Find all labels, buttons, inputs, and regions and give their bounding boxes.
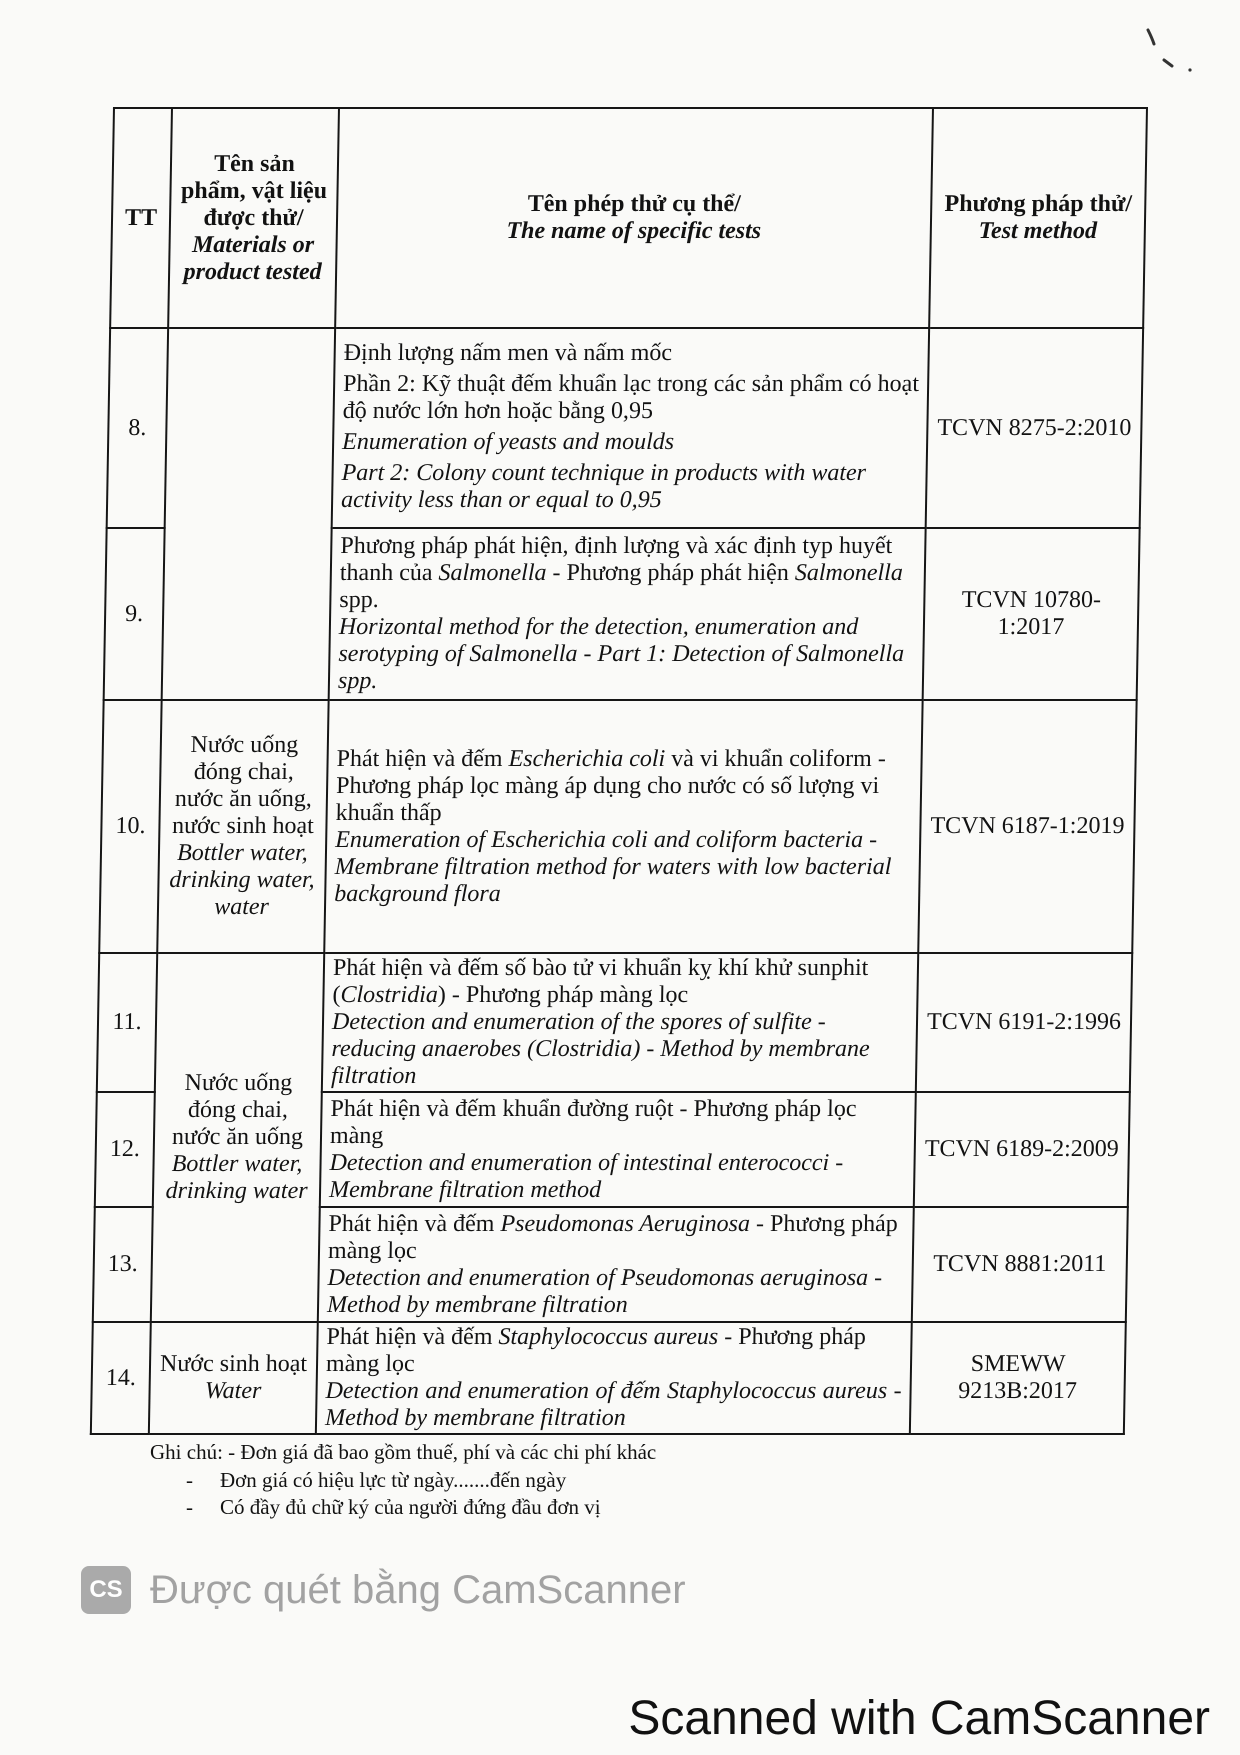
test-name-vn <box>332 955 909 1009</box>
header-test-vn: Tên phép thử cụ thể/ <box>527 191 742 217</box>
note-text: - Đơn giá đã bao gồm thuế, phí và các chi phí khác <box>228 1440 657 1464</box>
organism-name: Salmonella <box>438 560 547 586</box>
test-name-cell <box>320 1092 916 1207</box>
camscanner-logo: CS <box>81 1566 131 1614</box>
note-line <box>186 1494 1146 1522</box>
table-row <box>107 328 1143 528</box>
test-name-text: Phát hiện và đếm <box>328 1210 501 1237</box>
test-name-text: và vi khuẩn coliform - Phương pháp lọc màng áp dụng cho nước có số lượng vi khuẩn thấp <box>335 745 887 826</box>
test-name-text: - Phương pháp màng lọc <box>327 1210 898 1264</box>
test-method: TCVN 10780-1:2017 <box>923 528 1140 700</box>
test-name-cell <box>322 953 918 1092</box>
test-name-vn <box>339 533 916 614</box>
test-name-text: spp. <box>339 587 379 613</box>
test-name-text: - Phương pháp màng lọc <box>325 1324 867 1377</box>
row-number: 10. <box>99 700 161 953</box>
note-line <box>150 1439 1146 1467</box>
test-name-en: Detection and enumeration of intestinal enterococci - Membrane filtration method <box>328 1149 844 1203</box>
note-marker: - <box>186 1467 193 1492</box>
product-name-en: Bottler water, drinking water, water <box>169 840 315 920</box>
test-name-text: Phát hiện và đếm số bào tử vi khuẩn kỵ khí khử sunphit ( <box>332 955 869 1008</box>
header-product-en: Materials or product tested <box>183 231 322 285</box>
header-tt-text: TT <box>124 204 158 231</box>
test-name-en: Detection and enumeration of Pseudomonas aeruginosa - Method by membrane filtration <box>326 1264 883 1318</box>
note-marker: - <box>186 1495 193 1519</box>
notes-label: Ghi chú: <box>150 1440 223 1464</box>
test-name-text: Phát hiện và đếm <box>336 745 509 772</box>
row-number: 9. <box>104 528 165 700</box>
product-cell <box>157 700 328 953</box>
organism-name: Staphylococcus aureus <box>498 1324 719 1350</box>
test-name-cell <box>316 1322 912 1434</box>
test-method: TCVN 6187-1:2019 <box>918 700 1136 953</box>
test-method: TCVN 8881:2011 <box>912 1207 1128 1322</box>
header-test-en: The name of specific tests <box>506 218 762 244</box>
test-list-table <box>90 107 1148 1435</box>
test-name-vn: Phát hiện và đếm khuẩn đường ruột - Phương pháp lọc màng <box>329 1095 857 1149</box>
test-name-vn <box>326 1324 903 1378</box>
test-name-vn <box>328 1211 905 1265</box>
test-name-cell <box>329 528 926 700</box>
test-name-en: Detection and enumeration of đếm Staphylococcus aureus - Method by membrane filtration <box>324 1378 902 1431</box>
table-header-row <box>110 108 1147 328</box>
test-name-cell <box>324 700 922 953</box>
test-name-vn: Định lượng nấm men và nấm mốc <box>343 340 673 366</box>
test-method: TCVN 6189-2:2009 <box>914 1092 1130 1207</box>
header-method-en: Test method <box>978 218 1098 244</box>
test-name-vn <box>335 746 912 827</box>
product-name-en: Bottler water, drinking water <box>165 1151 308 1204</box>
test-name-en: Enumeration of Escherichia coli and coliform bacteria - Membrane filtration method for waters with low bacterial background flora <box>334 826 892 907</box>
pen-mark-icon <box>1140 24 1200 80</box>
test-name-en: Part 2: Colony count technique in products with water activity less than or equal to 0,95 <box>340 460 867 513</box>
note-text: Đơn giá có hiệu lực từ ngày.......đến ngày <box>220 1467 567 1492</box>
product-name-en: Water <box>204 1378 262 1404</box>
test-method: TCVN 6191-2:1996 <box>916 953 1132 1092</box>
header-tt <box>110 108 172 328</box>
document-sheet <box>105 107 1146 1522</box>
test-name-cell <box>332 328 929 528</box>
product-name-vn: Nước uống đóng chai, nước ăn uống <box>171 1070 304 1150</box>
test-name-en: Enumeration of yeasts and moulds <box>341 429 675 455</box>
notes-section <box>150 1439 1146 1522</box>
product-name-vn: Nước sinh hoạt <box>159 1351 308 1377</box>
row-number: 14. <box>91 1322 151 1434</box>
test-method: TCVN 8275-2:2010 <box>926 328 1143 528</box>
organism-name: Pseudomonas Aeruginosa <box>500 1210 751 1237</box>
organism-name: Escherichia coli <box>508 745 666 772</box>
camscanner-watermark: Được quét bằng CamScanner <box>150 1568 686 1612</box>
table-row <box>91 1322 1126 1434</box>
row-number: 12. <box>95 1092 155 1207</box>
test-name-cell <box>318 1207 914 1322</box>
product-cell <box>151 953 324 1322</box>
product-name-vn: Nước uống đóng chai, nước ăn uống, nước sinh hoạt <box>171 732 315 839</box>
test-name-text: ) - Phương pháp màng lọc <box>437 982 689 1008</box>
test-name-text: Phương pháp phát hiện, định lượng và xác định typ huyết thanh của <box>339 533 893 586</box>
table-row <box>99 700 1136 953</box>
test-name-text: - Phương pháp phát hiện <box>546 560 796 586</box>
header-product <box>168 108 339 328</box>
scanned-with-footer: Scanned with CamScanner <box>628 1692 1210 1745</box>
note-text: Có đầy đủ chữ ký của người đứng đầu đơn vị <box>220 1495 601 1519</box>
header-test-name <box>335 108 933 328</box>
header-test-method <box>929 108 1147 328</box>
row-number: 13. <box>93 1207 153 1322</box>
table-row <box>97 953 1132 1092</box>
test-name-vn: Phần 2: Kỹ thuật đếm khuẩn lạc trong các sản phẩm có hoạt độ nước lớn hơn hoặc bằng 0,95 <box>342 371 920 424</box>
test-name-en: Detection and enumeration of the spores of sulfite - reducing anaerobes (Clostridia) - Method by membrane filtration <box>330 1009 870 1089</box>
organism-name: Clostridia <box>340 982 439 1008</box>
test-name-en: Horizontal method for the detection, enumeration and serotyping of Salmonella - Part 1: Detection of Salmonella spp. <box>337 614 905 694</box>
row-number: 8. <box>107 328 168 528</box>
row-number: 11. <box>97 953 157 1092</box>
organism-name: Salmonella <box>794 560 904 586</box>
note-line <box>186 1467 1146 1495</box>
product-cell <box>149 1322 318 1434</box>
product-cell-empty <box>162 328 335 700</box>
test-name-text: Phát hiện và đếm <box>326 1324 499 1350</box>
header-product-vn: Tên sản phẩm, vật liệu được thử/ <box>180 150 328 231</box>
test-method: SMEWW 9213B:2017 <box>910 1322 1126 1434</box>
header-method-vn: Phương pháp thử/ <box>944 191 1133 217</box>
